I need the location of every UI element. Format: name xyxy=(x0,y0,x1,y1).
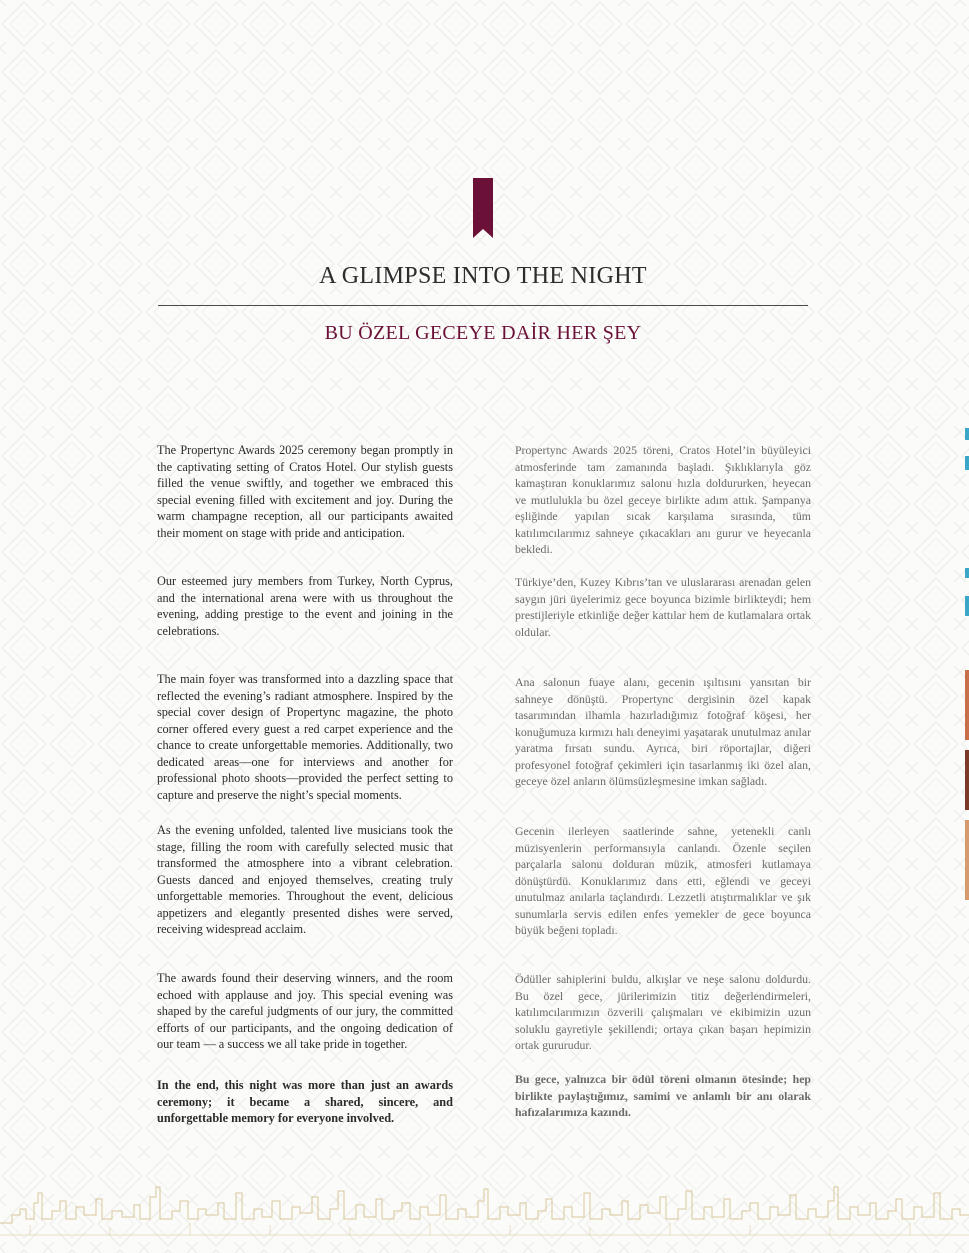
turkish-paragraph-foyer: Ana salonun fuaye alanı, gecenin ışıltısını yansıtan bir sahneye dönüştü. Propertync dergisinin özel kapak tasarımından ilhamla hazırladığımız fotoğraf köşesi, her konuğumuza kırmızı halı deneyimi yaşatarak unutulmaz anılar yaratma fırsatı sundu. Ayrıca, biri röportajlar, diğeri profesyonel fotoğraf çekimleri için tasarlanmış iki özel alan, geceye özel anların ölümsüzleşmesine imkan sağladı. xyxy=(515,675,811,788)
english-paragraph-intro: The Propertync Awards 2025 ceremony began promptly in the captivating setting of Cratos Hotel. Our stylish guests filled the venue swiftly, and together we embraced this special evening filled with excitement and joy. During the warm champagne reception, all our participants awaited their moment on stage with pride and anticipation. xyxy=(157,443,453,540)
page-title: A GLIMPSE INTO THE NIGHT xyxy=(319,263,647,289)
turkish-paragraph-closing: Bu gece, yalnızca bir ödül töreni olmanın ötesinde; hep birlikte paylaştığımız, samimi ve anlamlı bir anı olarak hafızalarımıza kazındı. xyxy=(515,1072,811,1119)
english-paragraph-music: As the evening unfolded, talented live musicians took the stage, filling the room with carefully selected music that transformed the atmosphere into a vibrant celebration. Guests danced and enjoyed themselves, creating truly unforgettable memories. Throughout the event, delicious appetizers and elegantly presented dishes were served, receiving widespread acclaim. xyxy=(157,823,453,936)
english-paragraph-closing: In the end, this night was more than just an awards ceremony; it became a shared, sincere, and unforgettable memory for everyone involved. xyxy=(157,1078,453,1125)
turkish-paragraph-jury: Türkiye’den, Kuzey Kıbrıs’tan ve uluslararası arenadan gelen saygın jüri üyelerimiz gece boyunca bizimle birlikteydi; hem prestijleriyle etkinliğe değer kattılar hem de kutlamalara ortak oldular. xyxy=(515,575,811,639)
turkish-paragraph-music: Gecenin ilerleyen saatlerinde sahne, yetenekli canlı müzisyenlerin performansıyla canlandı. Özenle seçilen parçalarla salonu dolduran müzik, atmosferi kutlamaya dönüştürdü. Konuklarımız dans etti, eğlendi ve geceyi unutulmaz anılarla taçlandırdı. Lezzetli atıştırmalıklar ve şık sunumlarla servis edilen enfes yemekler de gece boyunca büyük beğeni topladı. xyxy=(515,824,811,937)
english-paragraph-awards: The awards found their deserving winners, and the room echoed with applause and joy. This special evening was shaped by the careful judgments of our jury, the committed efforts of our participants, and the ongoing dedication of our team — a success we all take pride in together. xyxy=(157,971,453,1051)
page-subtitle: BU ÖZEL GECEYE DAİR HER ŞEY xyxy=(324,322,642,344)
english-paragraph-foyer: The main foyer was transformed into a dazzling space that reflected the evening’s radiant atmosphere. Inspired by the special cover design of Propertync magazine, the photo corner offered every guest a red carpet experience and the chance to create unforgettable memories. Additionally, two dedicated areas—one for interviews and another for professional photo shoots—provided the perfect setting to capture and preserve the night’s special moments. xyxy=(157,672,453,802)
title-divider xyxy=(158,305,808,306)
turkish-paragraph-awards: Ödüller sahiplerini buldu, alkışlar ve neşe salonu doldurdu. Bu özel gece, jürilerimizin titiz değerlendirmeleri, katılımcılarımızın özverili çalışmaları ve ekibimizin uzun soluklu gayretiyle şekillendi; ortaya çıkan başarı hepimizin ortak gururudur. xyxy=(515,972,811,1052)
english-paragraph-jury: Our esteemed jury members from Turkey, North Cyprus, and the international arena were with us throughout the evening, adding prestige to the event and joining in the celebrations. xyxy=(157,574,453,638)
city-skyline-decoration xyxy=(0,1163,969,1253)
turkish-paragraph-intro: Propertync Awards 2025 töreni, Cratos Hotel’in büyüleyici atmosferinde tam zamanında başladı. Şıklıklarıyla göz kamaştıran konuklarımız salonu hızla doldururken, heyecan ve mutlulukla bu özel geceye birlikte adım attık. Şampanya eşliğinde yapılan sıcak karşılama sırasında, tüm katılımcılarımız sahneye çıkacakları anı gurur ve heyecanla bekledi. xyxy=(515,443,811,556)
page-edge-color-strip xyxy=(963,420,969,980)
bookmark-ribbon-icon xyxy=(473,178,493,238)
